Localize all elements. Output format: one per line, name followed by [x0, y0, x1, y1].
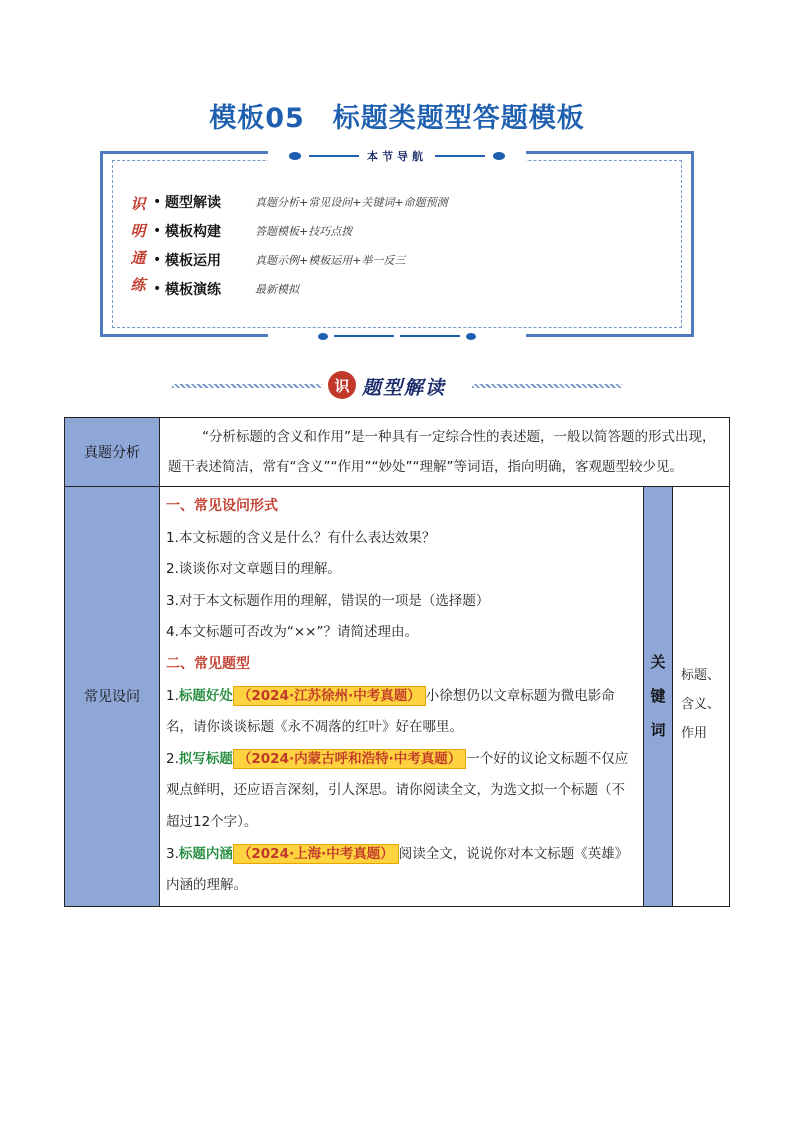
exam-question-text: 小徐想仍以文章标题为微电影命名，请你谈谈标题《永不凋落的红叶》好在哪里。 — [166, 687, 615, 736]
exam-source-tag: （2024·上海·中考真题） — [233, 844, 399, 864]
exam-source-tag: （2024·江苏徐州·中考真题） — [233, 686, 426, 706]
nav-item-name: 模板运用 — [165, 253, 221, 269]
exam-item — [166, 839, 637, 902]
part2-heading: 二、常见题型 — [166, 655, 250, 672]
side-char: 识 — [130, 195, 146, 213]
ornament-dot-icon — [289, 152, 301, 160]
nav-item-template-build[interactable] — [153, 221, 352, 241]
banner-hatch-line — [472, 384, 622, 388]
nav-item-name: 模板构建 — [165, 224, 221, 240]
question-type: 标题内涵 — [178, 845, 233, 862]
bullet-icon: • — [153, 223, 162, 239]
analysis-text: “分析标题的含义和作用”是一种具有一定综合性的表述题，一般以简答题的形式出现，题干表述简洁，常有“含义”“作用”“妙处”“理解”等词语，指向明确，客观题型较少见。 — [168, 429, 716, 475]
section-banner — [172, 371, 622, 399]
ornament-dot-icon — [318, 333, 328, 340]
bullet-icon: • — [153, 194, 162, 210]
table-row — [65, 418, 730, 487]
question-item: 1.本文标题的含义是什么？有什么表达效果？ — [166, 529, 436, 546]
ornament-line — [435, 155, 485, 157]
question-item: 4.本文标题可否改为“××”？请简述理由。 — [166, 624, 418, 641]
nav-item-type-analysis[interactable] — [153, 192, 448, 212]
keywords-header — [644, 487, 673, 907]
nav-item-name: 模板演练 — [165, 282, 221, 298]
section-badge-icon: 识 — [328, 371, 356, 399]
item-number: 3. — [166, 845, 179, 862]
keyword-head-char: 键 — [650, 687, 666, 706]
section-title: 题型解读 — [362, 377, 447, 399]
question-type: 标题好处 — [178, 687, 233, 704]
keywords-cell — [673, 487, 730, 907]
keyword-value: 标题、 — [681, 668, 721, 683]
side-char: 明 — [130, 222, 146, 240]
side-char: 练 — [130, 276, 146, 294]
ornament-line — [400, 335, 460, 337]
exam-item — [166, 744, 637, 839]
ornament-line — [309, 155, 359, 157]
ornament-dot-icon — [493, 152, 505, 160]
question-item: 3.对于本文标题作用的理解，错误的一项是（选择题） — [166, 592, 490, 609]
exam-source-tag: （2024·内蒙古呼和浩特·中考真题） — [233, 749, 466, 769]
question-type: 拟写标题 — [178, 750, 233, 767]
table-row — [65, 487, 730, 907]
exam-item — [166, 681, 637, 744]
keyword-head-char: 关 — [650, 653, 666, 672]
section-nav-footer-ornament — [268, 329, 526, 343]
row-label-common-questions: 常见设问 — [65, 487, 160, 907]
keyword-value: 含义、 — [681, 697, 721, 712]
nav-item-desc: 真题分析+常见设问+关键词+命题预测 — [255, 196, 448, 209]
page-title: 模板05 标题类题型答题模板 — [209, 103, 585, 134]
nav-item-template-practice[interactable] — [153, 279, 299, 299]
ornament-line — [334, 335, 394, 337]
nav-side-characters — [128, 193, 148, 295]
keyword-head-char: 词 — [650, 721, 666, 740]
item-number: 1. — [166, 687, 179, 704]
keyword-value: 作用 — [681, 726, 708, 741]
row-label-analysis: 真题分析 — [65, 418, 160, 487]
exam-question-text: 一个好的议论文标题不仅应观点鲜明，还应语言深刻，引人深思。请你阅读全文，为选文拟一个标题（不超过12个字）。 — [166, 750, 629, 830]
section-nav-header — [268, 147, 526, 165]
common-questions-cell — [160, 487, 644, 907]
section-nav-inner-frame — [112, 160, 682, 328]
item-number: 2. — [166, 750, 179, 767]
bullet-icon: • — [153, 252, 162, 268]
section-nav-title: 本节导航 — [367, 150, 427, 163]
side-char: 通 — [130, 249, 146, 267]
nav-item-template-use[interactable] — [153, 250, 405, 270]
bullet-icon: • — [153, 281, 162, 297]
ornament-dot-icon — [466, 333, 476, 340]
exam-question-text: 阅读全文，说说你对本文标题《英雄》内涵的理解。 — [166, 845, 629, 894]
part1-heading: 一、常见设问形式 — [166, 498, 278, 514]
template-table — [64, 417, 730, 907]
analysis-cell — [160, 418, 730, 487]
nav-item-desc: 真题示例+模板运用+举一反三 — [255, 254, 406, 267]
nav-item-desc: 答题模板+技巧点拨 — [255, 225, 353, 238]
nav-item-name: 题型解读 — [165, 195, 221, 211]
question-item: 2.谈谈你对文章题目的理解。 — [166, 561, 341, 578]
banner-hatch-line — [172, 384, 322, 388]
nav-item-desc: 最新模拟 — [255, 283, 299, 296]
